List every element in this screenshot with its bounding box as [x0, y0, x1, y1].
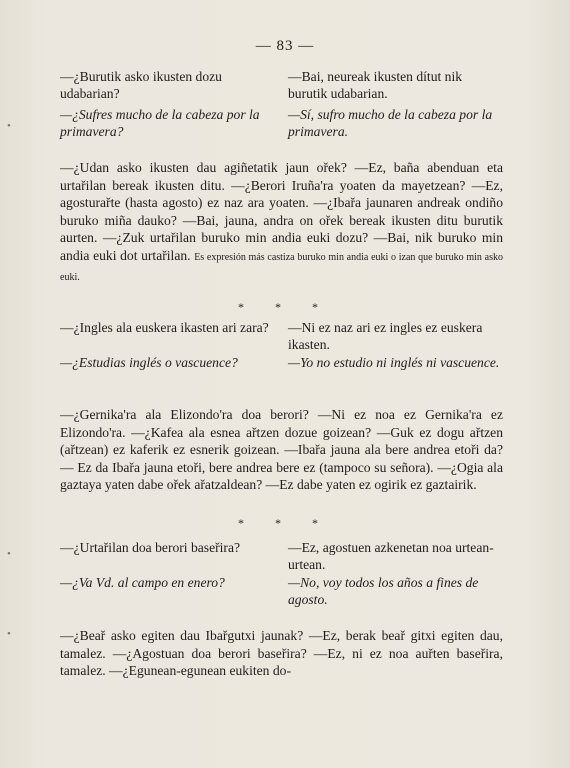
basque-question: —¿Urtařilan doa berori baseřira?	[60, 540, 241, 555]
basque-answer: —Ni ez naz ari ez ingles ez euskera ikasten.	[288, 320, 483, 352]
page-number: — 83 —	[255, 38, 315, 54]
margin-mark: •	[7, 548, 11, 560]
section-separator: * * *	[238, 300, 332, 314]
section-separator: * * *	[238, 516, 332, 530]
basque-answer: —Ez, agostuen azkenetan noa urtean-urtean.	[288, 540, 494, 572]
paragraph-text: —¿Beař asko egiten dau Ibařgutxi jaunak? —Ez, berak beař gitxi egiten dau, tamalez. —¿Agostuan doa berori baseřira? —Ez, ni ez noa auřten baseřira, tamalez. —¿Egunean-egunean eukiten do-	[60, 628, 503, 679]
basque-question: —¿Ingles ala euskera ikasten ari zara?	[60, 320, 269, 335]
margin-mark: •	[7, 120, 11, 132]
paragraph-text: —¿Udan asko ikusten dau agiñetatik jaun ořek? —Ez, baña abenduan eta urtařilan bereak ikusten ditu. —¿Berori Iruña'ra yoaten da mayetzean? —Ez, agosturařte (hasta agosto) ez naz ara yoaten. —¿Ibařa jaunaren andreak ondiño buruko miña dauko? —Bai, jauna, andra on ořek bereak ikusten ditu burutik aurten. —¿Zuk urtařilan buruko min andia euki dozu? —Bai, nik buruko min andia euki dot urtařilan.	[60, 160, 503, 263]
dialogue-row	[60, 68, 503, 102]
paragraph	[60, 406, 503, 494]
basque-answer: —Bai, neureak ikusten dítut nik burutik udabarian.	[288, 69, 463, 101]
dialogue-row-translation	[60, 574, 503, 608]
paragraph	[60, 627, 503, 680]
dialogue-row-translation	[60, 354, 503, 371]
spanish-question: —¿Estudias inglés o vascuence?	[60, 355, 238, 370]
margin-mark: •	[7, 628, 11, 640]
paragraph-text: —¿Gernika'ra ala Elizondo'ra doa berori? —Ni ez noa ez Gernika'ra ez Elizondo'ra. —¿Kafea ala esnea ařtzen dozue goizean? —Guk ez dogu ařtzen (ařtzean) ez kaferik ez esnerik goizean. —Ibařa jauna ala bere andrea etoři da? — Ez da Ibařa jauna etoři, bere andrea bere ez (tampoco su señora). —¿Ogia ala gaztaya yaten dabe ořek ařatzaldean? —Ez dabe yaten ez ogirik ez gaztairik.	[60, 407, 503, 493]
paragraph	[60, 159, 503, 286]
spanish-answer: —Sí, sufro mucho de la cabeza por la primavera.	[288, 107, 493, 139]
spanish-answer: —Yo no estudio ni inglés ni vascuence.	[288, 355, 500, 370]
footnote-text: Es expresión más castiza buruko min andia euki o izan que buruko min asko euki.	[60, 251, 503, 283]
spanish-answer: —No, voy todos los años a fines de agosto.	[288, 575, 479, 607]
dialogue-row	[60, 539, 503, 573]
dialogue-row-translation	[60, 106, 503, 140]
dialogue-row	[60, 319, 503, 353]
spanish-question: —¿Va Vd. al campo en enero?	[60, 575, 225, 590]
basque-question: —¿Burutik asko ikusten dozu udabarian?	[60, 69, 222, 101]
spanish-question: —¿Sufres mucho de la cabeza por la primavera?	[60, 107, 260, 139]
